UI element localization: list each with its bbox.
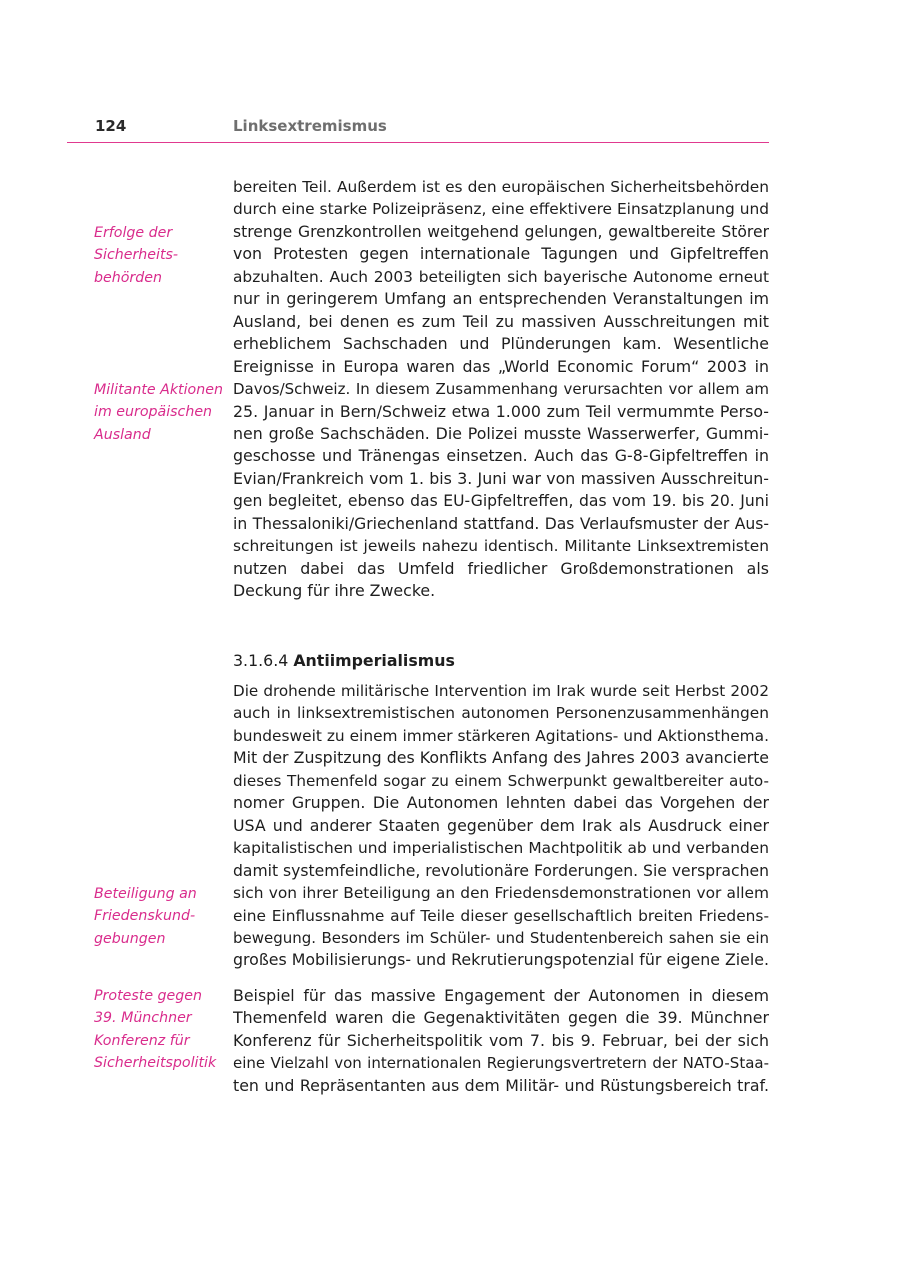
- section-heading: [233, 650, 455, 672]
- margin-note-line: 39. Münchner: [94, 1010, 192, 1027]
- text-line: 25. Januar in Bern/Schweiz etwa 1.000 zum Teil vermummte Perso-: [233, 401, 769, 421]
- margin-note-line: Beteiligung an: [94, 886, 197, 902]
- text-line: Evian/Frankreich vom 1. bis 3. Juni war von massiven Ausschreitun-: [233, 468, 769, 488]
- text-line: Deckung für ihre Zwecke.: [233, 581, 436, 601]
- text-line: bundesweit zu einem immer stärkeren Agitations- und Aktionsthema.: [233, 726, 769, 745]
- text-line: Mit der Zuspitzung des Konflikts Anfang des Jahres 2003 avancierte: [233, 748, 769, 768]
- page-header: [67, 114, 769, 143]
- section-title: Antiimperialismus: [293, 651, 455, 670]
- text-line: Themenfeld waren die Gegenaktivitäten gegen die 39. Münchner: [233, 1008, 769, 1028]
- text-line: dieses Themenfeld sogar zu einem Schwerpunkt gewaltbereiter auto-: [233, 771, 769, 790]
- text-line: in Thessaloniki/Griechenland stattfand. Das Verlaufsmuster der Aus-: [233, 514, 769, 533]
- margin-note-beteiligung: [94, 883, 226, 950]
- text-line: Die drohende militärische Intervention im Irak wurde seit Herbst 2002: [233, 682, 769, 700]
- margin-note-line: Sicherheitspolitik: [94, 1055, 217, 1072]
- text-line: Ereignisse in Europa waren das „World Economic Forum“ 2003 in: [233, 356, 769, 376]
- text-line: nur in geringerem Umfang an entsprechenden Veranstaltungen im: [233, 289, 769, 309]
- margin-note-militante-aktionen: [94, 379, 226, 446]
- body-paragraph-3: [233, 985, 769, 1097]
- text-line: kapitalistischen und imperialistischen Machtpolitik ab und verbanden: [233, 839, 769, 858]
- text-line: erheblichem Sachschaden und Plünderungen kam. Wesentliche: [233, 334, 769, 354]
- text-line: auch in linksextremistischen autonomen Personenzusammenhängen: [233, 704, 769, 723]
- text-line: Beispiel für das massive Engagement der Autonomen in diesem: [233, 986, 769, 1005]
- text-line: abzuhalten. Auch 2003 beteiligten sich bayerische Autonome erneut: [233, 267, 769, 286]
- page-number: 124: [95, 117, 127, 135]
- body-paragraph-1: [233, 176, 769, 603]
- text-line: sich von ihrer Beteiligung an den Friedensdemonstrationen vor allem: [233, 884, 769, 903]
- margin-note-line: im europäischen: [94, 404, 213, 421]
- text-line: bereiten Teil. Außerdem ist es den europäischen Sicherheitsbehörden: [233, 178, 769, 196]
- text-line: schreitungen ist jeweils nahezu identisch. Militante Linksextremisten: [233, 537, 769, 556]
- text-line: durch eine starke Polizeipräsenz, eine effektivere Einsatzplanung und: [233, 200, 769, 219]
- text-line: ten und Repräsentanten aus dem Militär- und Rüstungsbereich traf.: [233, 1075, 769, 1095]
- margin-note-erfolge: [94, 222, 226, 289]
- margin-note-proteste: [94, 985, 226, 1075]
- margin-note-line: Konferenz für: [94, 1032, 190, 1049]
- section-number: 3.1.6.4: [233, 651, 289, 670]
- margin-note-line: Militante Aktionen: [94, 382, 223, 398]
- margin-note-line: behörden: [94, 269, 162, 286]
- text-line: Konferenz für Sicherheitspolitik vom 7. bis 9. Februar, bei der sich: [233, 1030, 769, 1050]
- text-line: damit systemfeindliche, revolutionäre Forderungen. Sie versprachen: [233, 861, 769, 880]
- margin-note-line: gebungen: [94, 930, 166, 947]
- text-line: nen große Sachschäden. Die Polizei musste Wasserwerfer, Gummi-: [233, 423, 769, 443]
- margin-note-line: Erfolge der: [94, 225, 173, 241]
- text-line: gen begleitet, ebenso das EU-Gipfeltreffen, das vom 19. bis 20. Juni: [233, 492, 769, 511]
- margin-note-line: Friedenskund-: [94, 908, 196, 925]
- body-paragraph-2: [233, 680, 769, 972]
- text-line: eine Vielzahl von internationalen Regierungsvertretern der NATO-Staa-: [233, 1054, 769, 1073]
- text-line: USA und anderer Staaten gegenüber dem Irak als Ausdruck einer: [233, 815, 769, 835]
- text-line: Davos/Schweiz. In diesem Zusammenhang verursachten vor allem am: [233, 380, 769, 399]
- text-line: strenge Grenzkontrollen weitgehend gelungen, gewaltbereite Störer: [233, 222, 769, 241]
- text-line: von Protesten gegen internationale Tagungen und Gipfeltreffen: [233, 244, 769, 264]
- running-title: Linksextremismus: [233, 117, 387, 135]
- text-line: eine Einflussnahme auf Teile dieser gesellschaftlich breiten Friedens-: [233, 906, 769, 925]
- text-line: großes Mobilisierungs- und Rekrutierungspotenzial für eigene Ziele.: [233, 950, 769, 970]
- text-line: bewegung. Besonders im Schüler- und Studentenbereich sahen sie ein: [233, 928, 769, 947]
- margin-note-line: Proteste gegen: [94, 988, 203, 1004]
- text-line: Ausland, bei denen es zum Teil zu massiven Ausschreitungen mit: [233, 311, 769, 331]
- text-line: geschosse und Tränengas einsetzen. Auch das G-8-Gipfeltreffen in: [233, 446, 769, 466]
- margin-note-line: Sicherheits-: [94, 247, 179, 264]
- text-line: nutzen dabei das Umfeld friedlicher Großdemonstrationen als: [233, 558, 769, 578]
- margin-note-line: Ausland: [94, 426, 151, 443]
- text-line: nomer Gruppen. Die Autonomen lehnten dabei das Vorgehen der: [233, 793, 769, 813]
